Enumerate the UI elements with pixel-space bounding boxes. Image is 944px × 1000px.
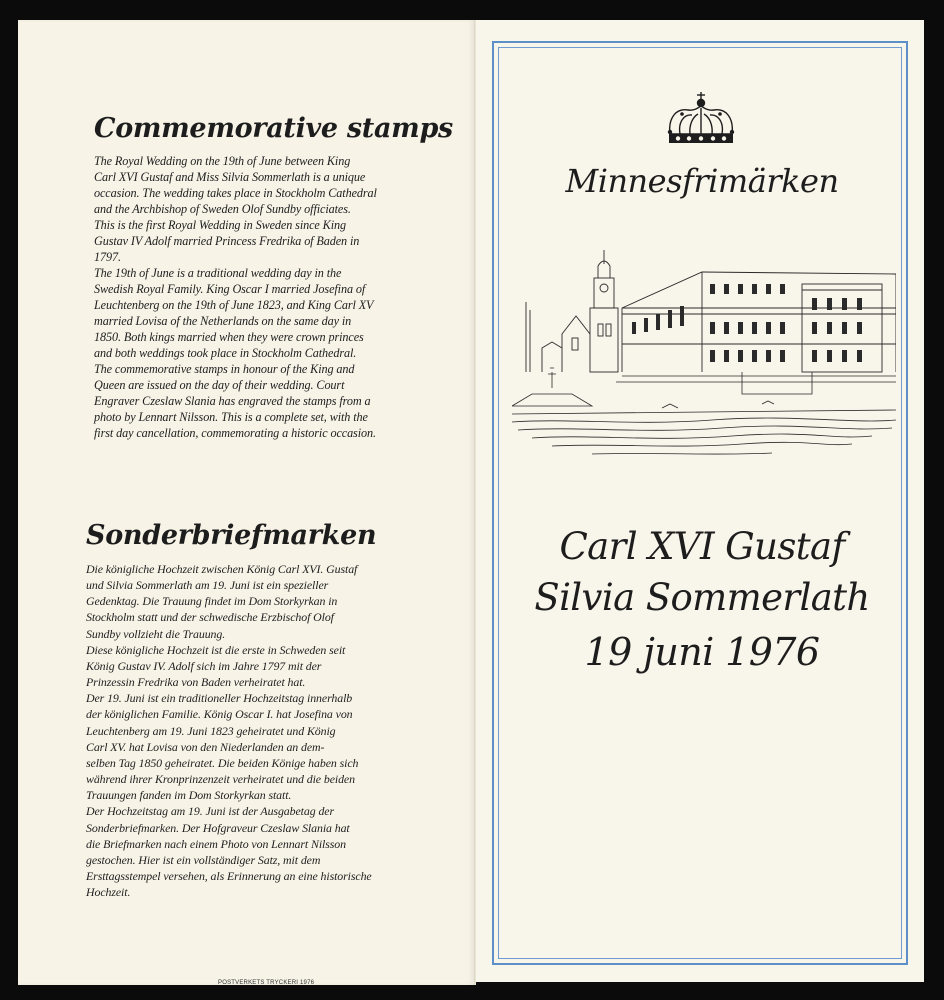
german-text-line: Sundby vollzieht die Trauung. bbox=[86, 626, 226, 641]
english-heading: Commemorative stamps bbox=[94, 113, 453, 144]
swedish-title: Minnesfrimärken bbox=[565, 162, 839, 200]
german-text-line: Die königliche Hochzeit zwischen König Carl XVI. Gustaf bbox=[86, 562, 358, 576]
german-text-line: gestochen. Hier ist ein vollständiger Satz, mit dem bbox=[86, 852, 321, 867]
german-text-line: Der 19. Juni ist ein traditioneller Hochzeitstag innerhalb bbox=[86, 691, 353, 706]
german-heading: Sonderbriefmarken bbox=[86, 520, 377, 551]
english-text-line: and both weddings took place in Stockholm Cathedral. bbox=[94, 346, 357, 360]
german-text-line: Ersttagsstempel versehen, als Erinnerung an eine historische bbox=[86, 868, 372, 883]
english-text-line: Leuchtenberg on the 19th of June 1823, and King Carl XV bbox=[94, 298, 374, 312]
german-text-line: selben Tag 1850 geheiratet. Die beiden Könige haben sich bbox=[86, 755, 359, 770]
german-text-line: während ihrer Kronprinzenzeit verheiratet und die beiden bbox=[86, 772, 355, 787]
german-text-line: Stockholm statt und der schwedische Erzbischof Olof bbox=[86, 610, 334, 625]
english-text-line: Engraver Czeslaw Slania has engraved the stamps from a bbox=[94, 394, 371, 408]
english-body-text bbox=[94, 153, 444, 441]
couple-line-king: Carl XVI Gustaf bbox=[559, 525, 845, 568]
german-text-line: Diese königliche Hochzeit ist die erste in Schweden seit bbox=[86, 642, 346, 657]
german-text-line: König Gustav IV. Adolf sich im Jahre 1797 mit der bbox=[86, 658, 322, 673]
english-text-line: first day cancellation, commemorating a historic occasion. bbox=[94, 426, 376, 440]
english-text-line: photo by Lennart Nilsson. This is a complete set, with the bbox=[94, 410, 368, 424]
printer-credit: POSTVERKETS TRYCKERI 1976 bbox=[218, 980, 315, 986]
english-text-line: The 19th of June is a traditional wedding day in the bbox=[94, 266, 342, 280]
german-text-line: Hochzeit. bbox=[86, 885, 131, 900]
wedding-date: 19 juni 1976 bbox=[584, 630, 820, 674]
german-text-line: die Briefmarken nach einem Photo von Lennart Nilsson bbox=[86, 836, 346, 851]
german-text-line: der königlichen Familie. König Oscar I. hat Josefina von bbox=[86, 707, 353, 722]
english-text-line: Swedish Royal Family. King Oscar I married Josefina of bbox=[94, 282, 366, 296]
english-text-line: Carl XVI Gustaf and Miss Silvia Sommerlath is a unique bbox=[94, 170, 366, 184]
english-text-line: 1797. bbox=[94, 250, 121, 264]
english-text-line: The commemorative stamps in honour of the King and bbox=[94, 362, 355, 376]
german-text-line: Prinzessin Fredrika von Baden verheiratet hat. bbox=[86, 675, 306, 690]
couple-line-queen: Silvia Sommerlath bbox=[534, 576, 870, 619]
german-text-line: Trauungen fanden im Dom Storkyrkan statt. bbox=[86, 788, 292, 803]
english-text-line: The Royal Wedding on the 19th of June between King bbox=[94, 154, 351, 168]
german-text-line: Gedenktag. Die Trauung findet im Dom Storkyrkan in bbox=[86, 594, 338, 609]
english-text-line: Queen are issued on the day of their wedding. Court bbox=[94, 378, 345, 392]
german-text-line: Leuchtenberg am 19. Juni 1823 geheiratet und König bbox=[86, 723, 336, 738]
english-text-line: occasion. The wedding takes place in Stockholm Cathedral bbox=[94, 186, 377, 200]
german-text-line: Sonderbriefmarken. Der Hofgraveur Czeslaw Slania hat bbox=[86, 820, 350, 835]
german-text-line: Der Hochzeitstag am 19. Juni ist der Ausgabetag der bbox=[86, 804, 334, 819]
german-text-line: Carl XV. hat Lovisa von den Niederlanden an dem- bbox=[86, 739, 325, 754]
english-text-line: and the Archbishop of Sweden Olof Sundby officiates. bbox=[94, 202, 351, 216]
english-text-line: This is the first Royal Wedding in Sweden since King bbox=[94, 218, 346, 232]
english-text-line: 1850. Both kings married when they were crown princes bbox=[94, 330, 364, 344]
english-text-line: married Lovisa of the Netherlands on the same day in bbox=[94, 314, 352, 328]
german-body-text bbox=[86, 561, 446, 900]
german-text-line: und Silvia Sommerlath am 19. Juni ist ein spezieller bbox=[86, 578, 329, 593]
english-text-line: Gustav IV Adolf married Princess Fredrika of Baden in bbox=[94, 234, 360, 248]
left-panel bbox=[18, 20, 474, 985]
stockholm-palace-engraving bbox=[512, 244, 896, 464]
royal-crown-icon bbox=[662, 90, 740, 150]
